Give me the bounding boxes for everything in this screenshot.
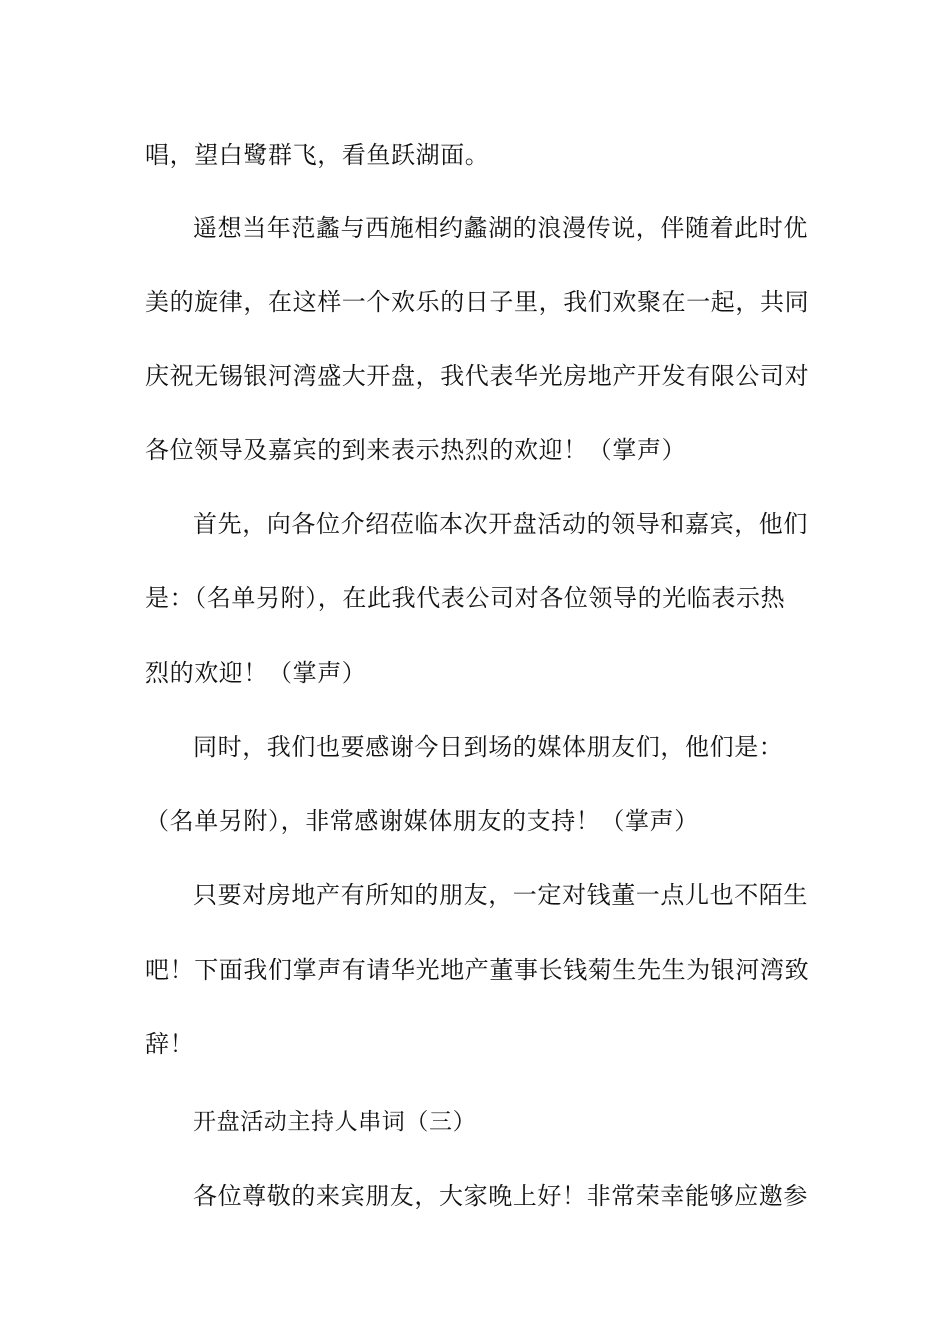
text-line-1: 唱，望白鹭群飞，看鱼跃湖面。 (145, 141, 490, 169)
text-line-3: 美的旋律，在这样一个欢乐的日子里，我们欢聚在一起，共同 (145, 288, 810, 316)
text-line-6: 首先，向各位介绍莅临本次开盘活动的领导和嘉宾，他们 (193, 510, 808, 538)
text-line-7: 是：（名单另附），在此我代表公司对各位领导的光临表示热 (145, 584, 786, 612)
text-line-13: 辞！ (145, 1030, 195, 1058)
text-line-5: 各位领导及嘉宾的到来表示热烈的欢迎！（掌声） (145, 436, 687, 464)
text-line-11: 只要对房地产有所知的朋友，一定对钱董一点儿也不陌生 (193, 881, 808, 909)
text-line-8: 烈的欢迎！（掌声） (145, 659, 367, 687)
text-line-4: 庆祝无锡银河湾盛大开盘，我代表华光房地产开发有限公司对 (145, 362, 810, 390)
text-line-2: 遥想当年范蠡与西施相约蠡湖的浪漫传说，伴随着此时优 (193, 214, 808, 242)
text-line-15: 各位尊敬的来宾朋友，大家晚上好！非常荣幸能够应邀参 (193, 1182, 808, 1210)
text-line-9: 同时，我们也要感谢今日到场的媒体朋友们，他们是： (193, 733, 784, 761)
text-line-12: 吧！下面我们掌声有请华光地产董事长钱菊生先生为银河湾致 (145, 956, 810, 984)
text-line-10: （名单另附），非常感谢媒体朋友的支持！（掌声） (145, 807, 699, 835)
section-heading: 开盘活动主持人串词（三） (193, 1109, 477, 1135)
